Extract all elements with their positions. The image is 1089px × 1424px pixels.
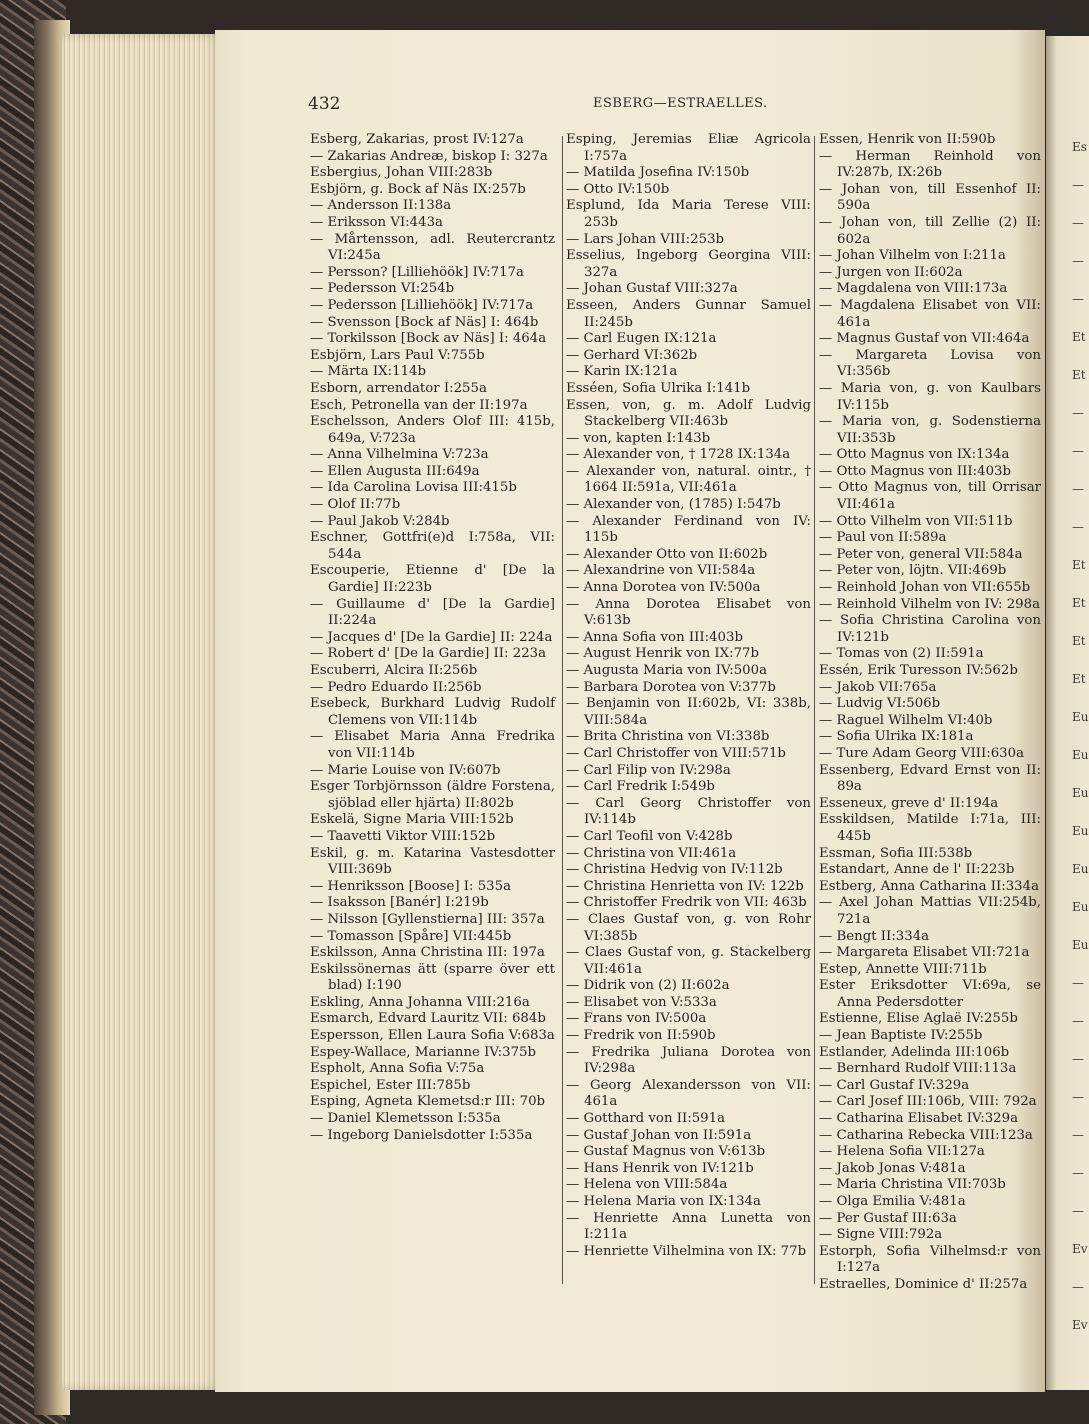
index-entry: Esséen, Sofia Ulrika I:141b — [566, 380, 751, 396]
index-entry: — Alexander Otto von II:602b — [566, 546, 768, 562]
index-entry: — Reinhold Vilhelm von IV: 298a — [819, 596, 1041, 612]
facing-page-fragment: Et — [1072, 596, 1086, 610]
index-entry: — Sofia Christina Carolina von IV:121b — [819, 613, 1041, 645]
index-entry: — Augusta Maria von IV:500a — [566, 663, 768, 678]
index-entry: — Jakob Jonas V:481a — [819, 1160, 966, 1176]
index-entry: — Anna Dorotea Elisabet von V:613b — [566, 596, 811, 629]
facing-page-fragment: — — [1072, 178, 1084, 192]
index-entry: — Claes Gustaf von, g. von Rohr VI:385b — [566, 911, 811, 944]
index-entry: Esping, Agneta Klemetsd:r III: 70b — [310, 1094, 546, 1110]
index-entry: Esping, Jeremias Eliæ Agricola I:757a — [566, 132, 811, 164]
index-entry: — Fredrika Juliana Dorotea von IV:298a — [566, 1044, 811, 1077]
index-entry: — Johan von, till Zellie (2) II: 602a — [819, 214, 1041, 247]
index-entry: — Mårtensson, adl. Reutercrantz VI:245a — [310, 231, 555, 264]
index-entry: Estep, Annette VIII:711b — [819, 961, 987, 977]
index-entry: — Jacques d' [De la Gardie] II: 224a — [310, 629, 553, 645]
index-entry: — Fredrik von II:590b — [566, 1028, 716, 1044]
index-entry: — Elisabet von V:533a — [566, 994, 717, 1010]
facing-page-fragment: Eu — [1072, 900, 1089, 914]
index-entry: — Herman Reinhold von IV:287b, IX:26b — [819, 148, 1041, 181]
index-entry: Esseneux, greve d' II:194a — [819, 795, 999, 811]
index-entry: — Maria von, g. Sodenstierna VII:353b — [819, 414, 1041, 446]
index-entry: Eskling, Anna Johanna VIII:216a — [310, 994, 530, 1010]
index-entry: — Ida Carolina Lovisa III:415b — [310, 480, 517, 496]
index-entry: Essén, Erik Turesson IV:562b — [819, 663, 1018, 678]
index-entry: Essenberg, Edvard Ernst von II: 89a — [819, 762, 1041, 795]
index-entry: — Eriksson VI:443a — [310, 214, 443, 230]
index-entry: — Peter von, löjtn. VII:469b — [819, 563, 1007, 579]
index-column-3 — [819, 132, 1041, 1294]
index-entry: — Ellen Augusta III:649a — [310, 463, 480, 479]
index-entry: — Jean Baptiste IV:255b — [819, 1028, 983, 1044]
facing-page-fragment: Ev — [1072, 1242, 1088, 1256]
facing-page-fragment: — — [1072, 1052, 1084, 1066]
facing-page-fragment: — — [1072, 1204, 1084, 1218]
index-entry: — Persson? [Lilliehöök] IV:717a — [310, 264, 524, 280]
index-entry: — Helena Sofia VII:127a — [819, 1144, 985, 1160]
facing-page-fragment: — — [1072, 292, 1084, 306]
index-entry: Espersson, Ellen Laura Sofia V:683a — [310, 1028, 555, 1044]
index-entry: Estandart, Anne de l' II:223b — [819, 862, 1015, 878]
page-header-title: ESBERG—ESTRAELLES. — [593, 96, 768, 111]
index-entry: — Catharina Rebecka VIII:123a — [819, 1127, 1033, 1143]
index-entry: — Pedersson VI:254b — [310, 281, 455, 297]
index-entry: — Carl Fredrik I:549b — [566, 779, 715, 795]
index-entry: — Matilda Josefina IV:150b — [566, 165, 750, 181]
index-entry: — Paul von II:589a — [819, 530, 947, 546]
index-entry: — Otto Magnus von III:403b — [819, 463, 1012, 479]
facing-page-fragment: Et — [1072, 330, 1086, 344]
index-entry: — Paul Jakob V:284b — [310, 513, 450, 529]
index-entry: — Per Gustaf III:63a — [819, 1210, 957, 1226]
index-entry: — Magdalena Elisabet von VII: 461a — [819, 297, 1041, 330]
index-entry: — Tomas von (2) II:591a — [819, 646, 984, 662]
index-entry: — Isaksson [Banér] I:219b — [310, 895, 489, 911]
index-entry: — Otto IV:150b — [566, 181, 670, 197]
index-entry: Esselius, Ingeborg Georgina VIII: 327a — [566, 248, 811, 280]
index-entry: — Svensson [Bock af Näs] I: 464b — [310, 314, 539, 330]
index-entry: — Didrik von (2) II:602a — [566, 978, 730, 994]
index-entry: Esplund, Ida Maria Terese VIII: 253b — [566, 198, 811, 230]
index-entry: — Frans von IV:500a — [566, 1011, 707, 1027]
index-entry: — Johan Vilhelm von I:211a — [819, 248, 1006, 264]
page-stack-edges — [62, 34, 222, 1390]
facing-page-fragment: — — [1072, 1166, 1084, 1180]
index-entry: — Sofia Ulrika IX:181a — [819, 729, 974, 745]
index-entry: — Carl Christoffer von VIII:571b — [566, 745, 786, 761]
index-entry: — Barbara Dorotea von V:377b — [566, 679, 776, 695]
index-entry: — Tomasson [Spåre] VII:445b — [310, 928, 512, 944]
index-entry: — Gustaf Magnus von V:613b — [566, 1144, 766, 1160]
facing-page-fragment: — — [1072, 1128, 1084, 1142]
facing-page-fragment: — — [1072, 406, 1084, 420]
column-divider — [562, 136, 563, 1284]
index-entry: — Peter von, general VII:584a — [819, 546, 1023, 562]
index-entry: — Olof II:77b — [310, 497, 401, 513]
facing-page-fragment: — — [1072, 1090, 1084, 1104]
index-entry: Estorph, Sofia Vilhelmsd:r von I:127a — [819, 1243, 1041, 1276]
index-entry: — Alexander von, natural. ointr., † 1664 II:591a, VII:461a — [566, 463, 811, 496]
facing-page-fragment: Et — [1072, 368, 1086, 382]
index-entry: — Pedersson [Lilliehöök] IV:717a — [310, 297, 534, 313]
index-entry: — Lars Johan VIII:253b — [566, 231, 725, 247]
index-entry: — von, kapten I:143b — [566, 430, 711, 446]
index-entry: — Gerhard VI:362b — [566, 347, 698, 363]
index-entry: — Johan von, till Essenhof II: 590a — [819, 181, 1041, 214]
facing-page-fragment: Es — [1072, 140, 1087, 154]
index-entry: Estberg, Anna Catharina II:334a — [819, 878, 1040, 894]
facing-page-edge — [1046, 36, 1089, 1390]
index-entry: — Otto Magnus von IX:134a — [819, 447, 1010, 463]
facing-page-fragment: Et — [1072, 634, 1086, 648]
index-entry: Espey-Wallace, Marianne IV:375b — [310, 1044, 537, 1060]
index-entry: — Marie Louise von IV:607b — [310, 762, 501, 778]
index-entry: — Alexander von, (1785) I:547b — [566, 497, 781, 513]
facing-page-fragment: — — [1072, 444, 1084, 458]
index-entry: — Nilsson [Gyllenstierna] III: 357a — [310, 911, 545, 927]
facing-page-fragment: — — [1072, 976, 1084, 990]
index-entry: — Bengt II:334a — [819, 928, 930, 944]
index-entry: — Axel Johan Mattias VII:254b, 721a — [819, 895, 1041, 927]
index-entry: Esskildsen, Matilde I:71a, III: 445b — [819, 812, 1041, 844]
index-entry: — August Henrik von IX:77b — [566, 646, 760, 662]
index-entry: — Claes Gustaf von, g. Stackelberg VII:461a — [566, 945, 811, 977]
index-entry: — Christina Hedvig von IV:112b — [566, 862, 783, 878]
index-entry: — Zakarias Andreæ, biskop I: 327a — [310, 148, 548, 164]
index-entry: Espholt, Anna Sofia V:75a — [310, 1061, 485, 1077]
facing-page-fragment: Eu — [1072, 710, 1089, 724]
index-entry: Estienne, Elise Aglaë IV:255b — [819, 1011, 1018, 1027]
index-entry: — Benjamin von II:602b, VI: 338b, VIII:584a — [566, 696, 811, 728]
index-entry: Eskil, g. m. Katarina Vastesdotter VIII:369b — [310, 845, 555, 878]
index-entry: — Guillaume d' [De la Gardie] II:224a — [310, 596, 555, 629]
index-entry: — Ture Adam Georg VIII:630a — [819, 745, 1025, 761]
index-entry: — Alexander Ferdinand von IV: 115b — [566, 513, 811, 546]
index-entry: — Jakob VII:765a — [819, 679, 937, 695]
index-entry: Escuberri, Alcira II:256b — [310, 663, 478, 678]
index-entry: Eskilsson, Anna Christina III: 197a — [310, 945, 545, 961]
index-entry: — Carl Eugen IX:121a — [566, 331, 717, 347]
index-entry: — Pedro Eduardo II:256b — [310, 679, 482, 695]
running-head — [308, 94, 788, 114]
index-entry: Eschner, Gottfri(e)d I:758a, VII: 544a — [310, 530, 555, 562]
index-entry: — Raguel Wilhelm VI:40b — [819, 712, 993, 728]
index-entry: Esger Torbjörnsson (äldre Forstena, sjöblad eller hjärta) II:802b — [310, 779, 555, 811]
index-entry: — Karin IX:121a — [566, 364, 678, 380]
index-entry: — Brita Christina von VI:338b — [566, 729, 770, 745]
index-entry: — Carl Georg Christoffer von IV:114b — [566, 795, 811, 828]
index-entry: — Maria von, g. von Kaulbars IV:115b — [819, 380, 1041, 413]
index-entry: — Daniel Klemetsson I:535a — [310, 1111, 501, 1127]
index-entry: Estlander, Adelinda III:106b — [819, 1044, 1010, 1060]
index-entry: Essen, Henrik von II:590b — [819, 132, 996, 147]
index-entry: — Christina Henrietta von IV: 122b — [566, 878, 804, 894]
index-entry: — Bernhard Rudolf VIII:113a — [819, 1061, 1017, 1077]
index-entry: — Helena von VIII:584a — [566, 1177, 728, 1193]
facing-page-fragment: — — [1072, 216, 1084, 230]
index-entry: — Henriette Anna Lunetta von I:211a — [566, 1210, 811, 1243]
index-entry: Esbjörn, g. Bock af Näs IX:257b — [310, 181, 526, 197]
index-entry: — Ludvig VI:506b — [819, 696, 941, 712]
index-entry: — Alexandrine von VII:584a — [566, 563, 756, 579]
index-entry: Esseen, Anders Gunnar Samuel II:245b — [566, 297, 811, 330]
facing-page-fragment: Eu — [1072, 824, 1089, 838]
facing-page-fragment: Eu — [1072, 748, 1089, 762]
index-entry: — Christoffer Fredrik von VII: 463b — [566, 895, 807, 911]
index-entry: Eskelä, Signe Maria VIII:152b — [310, 812, 514, 828]
index-entry: Esborn, arrendator I:255a — [310, 380, 487, 396]
index-entry: — Anna Dorotea von IV:500a — [566, 580, 761, 596]
index-entry: — Hans Henrik von IV:121b — [566, 1160, 754, 1176]
index-entry: — Magnus Gustaf von VII:464a — [819, 331, 1030, 347]
index-entry: — Magdalena von VIII:173a — [819, 281, 1008, 297]
facing-page-fragment: — — [1072, 254, 1084, 268]
index-entry: — Reinhold Johan von VII:655b — [819, 580, 1031, 596]
index-entry: — Otto Magnus von, till Orrisar VII:461a — [819, 480, 1041, 513]
index-entry: Eschelsson, Anders Olof III: 415b, 649a, V:723a — [310, 414, 555, 446]
index-entry: — Robert d' [De la Gardie] II: 223a — [310, 646, 547, 662]
index-entry: — Alexander von, † 1728 IX:134a — [566, 447, 791, 463]
index-entry: — Carl Teofil von V:428b — [566, 828, 733, 844]
index-entry: Esbjörn, Lars Paul V:755b — [310, 347, 485, 363]
index-entry: — Märta IX:114b — [310, 364, 427, 380]
index-entry: — Ingeborg Danielsdotter I:535a — [310, 1127, 533, 1143]
index-entry: — Gustaf Johan von II:591a — [566, 1127, 752, 1143]
index-column-1 — [310, 132, 555, 1144]
index-entry: Espichel, Ester III:785b — [310, 1077, 471, 1093]
index-entry: — Margareta Elisabet VII:721a — [819, 945, 1030, 961]
index-entry: — Taavetti Viktor VIII:152b — [310, 828, 496, 844]
index-column-2 — [566, 132, 811, 1260]
index-entry: — Torkilsson [Bock av Näs] I: 464a — [310, 331, 547, 347]
facing-page-fragment: Eu — [1072, 938, 1089, 952]
index-entry: Esbergius, Johan VIII:283b — [310, 165, 493, 181]
index-entry: — Gotthard von II:591a — [566, 1111, 726, 1127]
index-entry: — Otto Vilhelm von VII:511b — [819, 513, 1013, 529]
facing-page-fragment: Eu — [1072, 862, 1089, 876]
facing-page-fragment: — — [1072, 1014, 1084, 1028]
index-entry: — Signe VIII:792a — [819, 1227, 943, 1243]
index-entry: — Anna Vilhelmina V:723a — [310, 447, 489, 463]
index-entry: — Elisabet Maria Anna Fredrika von VII:114b — [310, 729, 555, 761]
index-entry: Essen, von, g. m. Adolf Ludvig Stackelberg VII:463b — [566, 397, 811, 430]
index-entry: — Johan Gustaf VIII:327a — [566, 281, 738, 297]
index-entry: — Carl Josef III:106b, VIII: 792a — [819, 1094, 1037, 1110]
index-entry: — Maria Christina VII:703b — [819, 1177, 1006, 1193]
index-entry: Estraelles, Dominice d' II:257a — [819, 1276, 1028, 1292]
facing-page-fragment: — — [1072, 520, 1084, 534]
index-entry: — Margareta Lovisa von VI:356b — [819, 347, 1041, 380]
index-entry: — Georg Alexandersson von VII: 461a — [566, 1077, 811, 1110]
facing-page-fragment: — — [1072, 482, 1084, 496]
index-entry: Essman, Sofia III:538b — [819, 845, 973, 861]
facing-page-fragment: Ev — [1072, 1318, 1088, 1332]
index-entry: — Henriksson [Boose] I: 535a — [310, 878, 512, 894]
facing-page-fragment: Et — [1072, 672, 1086, 686]
index-entry: — Christina von VII:461a — [566, 845, 737, 861]
index-entry: — Olga Emilia V:481a — [819, 1194, 966, 1209]
index-entry: Escouperie, Etienne d' [De la Gardie] II:223b — [310, 563, 555, 596]
index-entry: Eskilssönernas ätt (sparre över ett blad) I:190 — [310, 961, 555, 994]
index-entry: Ester Eriksdotter VI:69a, se Anna Pedersdotter — [819, 978, 1041, 1010]
index-entry: Esberg, Zakarias, prost IV:127a — [310, 132, 524, 147]
index-entry: Esebeck, Burkhard Ludvig Rudolf Clemens von VII:114b — [310, 696, 555, 728]
index-entry: — Carl Filip von IV:298a — [566, 762, 731, 778]
index-entry: — Jurgen von II:602a — [819, 264, 963, 280]
index-entry: — Catharina Elisabet IV:329a — [819, 1111, 1019, 1127]
index-entry: — Carl Gustaf IV:329a — [819, 1077, 970, 1093]
column-divider — [814, 136, 815, 1284]
index-entry: — Henriette Vilhelmina von IX: 77b — [566, 1243, 807, 1259]
index-entry: — Andersson II:138a — [310, 198, 452, 214]
index-entry: Esch, Petronella van der II:197a — [310, 397, 528, 413]
page-number: 432 — [308, 94, 341, 114]
index-entry: — Anna Sofia von III:403b — [566, 629, 743, 645]
facing-page-fragment: Et — [1072, 558, 1086, 572]
facing-page-fragment: Eu — [1072, 786, 1089, 800]
index-entry: — Helena Maria von IX:134a — [566, 1194, 761, 1209]
index-entry: Esmarch, Edvard Lauritz VII: 684b — [310, 1011, 546, 1027]
facing-page-fragment: — — [1072, 1280, 1084, 1294]
